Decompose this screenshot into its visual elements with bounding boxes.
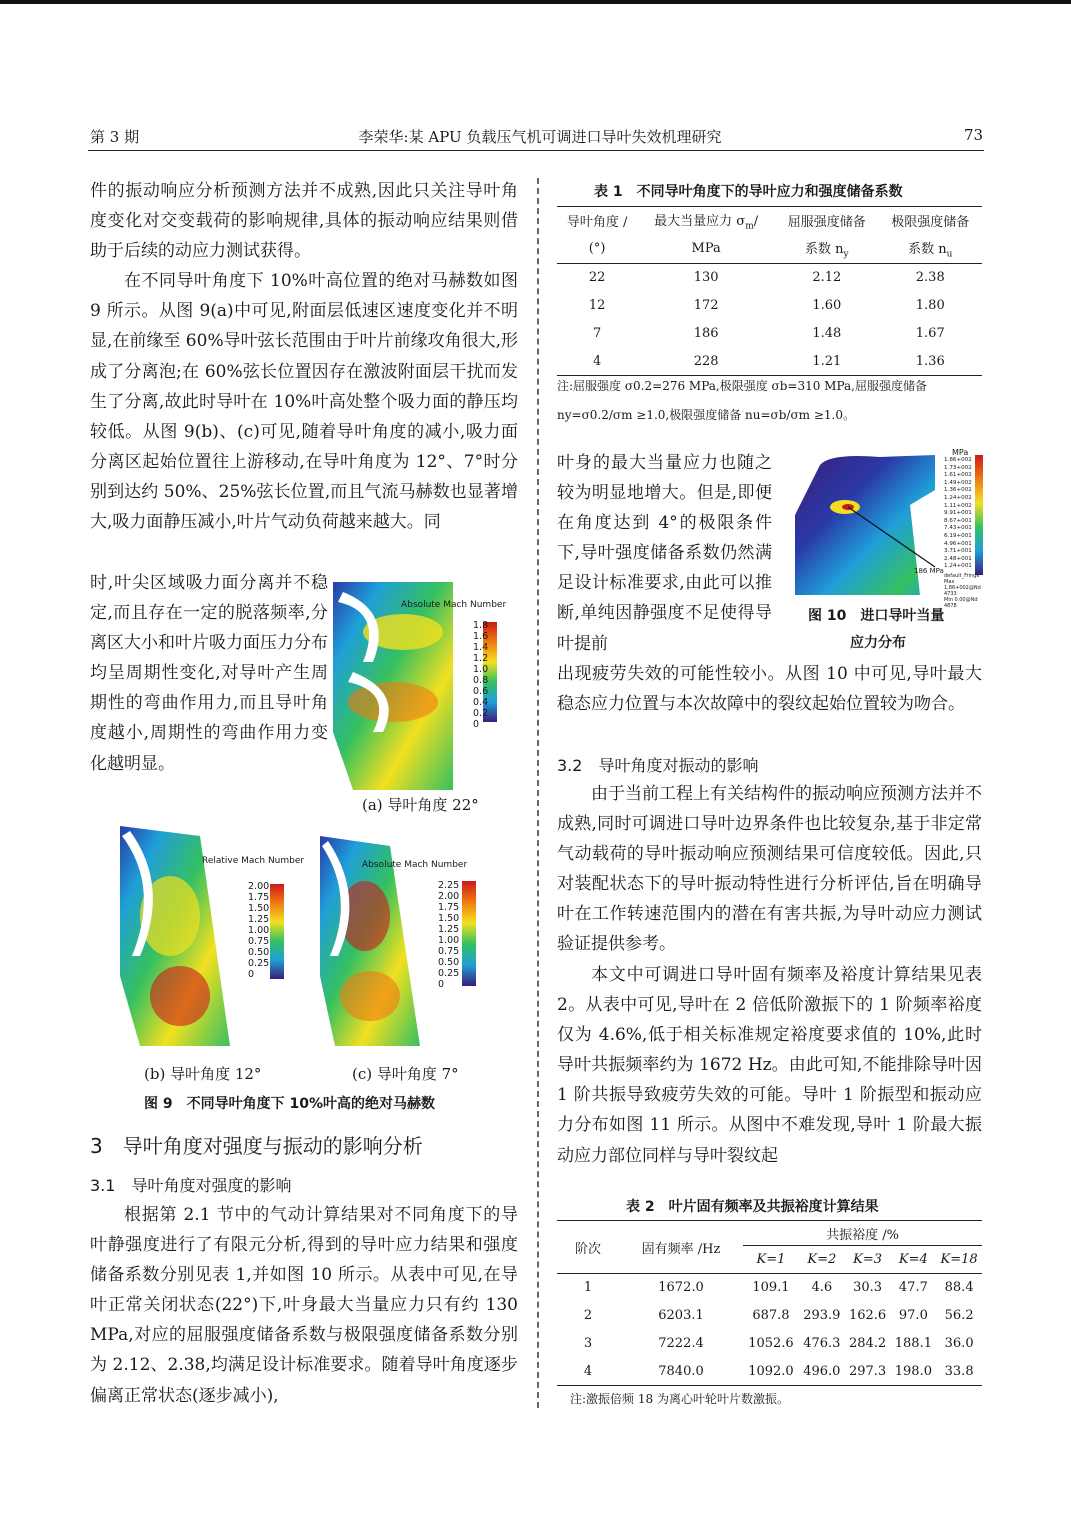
table-1-caption: 表 1 不同导叶角度下的导叶应力和强度储备系数 <box>594 184 903 200</box>
table-header-cell: (°) <box>588 241 606 257</box>
table-cell: 130 <box>693 270 719 286</box>
legend-unit: MPa <box>952 448 969 457</box>
section-heading: 3 导叶角度对强度与振动的影响分析 <box>90 1134 423 1158</box>
legend-tick: 1.24+001 <box>944 563 972 570</box>
table-cell: 1092.0 <box>748 1363 794 1379</box>
table-cell: 228 <box>693 353 719 369</box>
paragraph: 由于当前工程上有关结构件的振动响应预测方法并不成熟,同时可调进口导叶边界条件也比较复杂,基于非定常气动载荷的导叶振动响应预测结果可信度较低。因此,只对装配状态下的导叶振动特性进行分析评估,旨在明确导叶在工作转速范围内的潜在有害共振,为导叶动应力测试验证提供参考。 <box>557 784 982 955</box>
table-cell: 36.0 <box>944 1336 974 1351</box>
legend-tick: 3.71+001 <box>944 548 972 555</box>
legend-tick: 1.8 <box>473 620 489 631</box>
legend-tick: 2.48+001 <box>944 555 972 562</box>
legend-tick: 9.91+001 <box>944 510 972 517</box>
legend-tick: 1.49+002 <box>944 479 972 486</box>
table-cell: 7 <box>592 326 602 341</box>
table-header-cell: 屈服强度储备 <box>787 215 866 231</box>
legend-title: Absolute Mach Number <box>401 600 507 610</box>
legend-tick: 0.75 <box>248 936 270 947</box>
legend-tick: 0.75 <box>438 946 460 957</box>
figure-10 <box>790 445 985 609</box>
table-cell: 297.3 <box>848 1363 887 1379</box>
table-header-cell: K=4 <box>898 1252 928 1267</box>
table-header-cell: K=1 <box>756 1252 786 1267</box>
legend-tick: 0 <box>473 719 480 730</box>
table-row <box>557 1358 982 1386</box>
legend-tick: 0.50 <box>248 947 270 958</box>
legend-tick: 6.19+001 <box>944 532 972 539</box>
legend-tick: 1.6 <box>473 631 489 642</box>
table-row <box>557 320 982 348</box>
table-row <box>557 1274 982 1302</box>
table-header-cell: 共振裕度 /% <box>743 1221 982 1246</box>
stress-callout: 186 MPa <box>914 567 944 575</box>
legend-tick: 2.25 <box>438 880 460 891</box>
legend-tick: 8.67+001 <box>944 517 972 524</box>
table-1-note-1: 注:屈服强度 σ0.2=276 MPa,极限强度 σb=310 MPa,屈服强度储备 <box>557 379 927 393</box>
table-header-cell: K=2 <box>807 1252 837 1267</box>
table-cell: 2 <box>583 1308 593 1323</box>
legend-title: Absolute Mach Number <box>362 860 468 870</box>
legend-tick: 1.50 <box>438 913 460 924</box>
table-cell: 47.7 <box>898 1280 928 1296</box>
table-cell: 109.1 <box>752 1280 790 1296</box>
legend-tick: 1.11+002 <box>944 502 972 509</box>
table-cell: 56.2 <box>944 1308 974 1323</box>
table-cell: 198.0 <box>894 1363 932 1379</box>
subsection-heading: 3.2 导叶角度对振动的影响 <box>557 756 759 775</box>
table-cell: 284.2 <box>848 1336 887 1351</box>
table-cell: 186 <box>693 326 719 341</box>
table-cell: 12 <box>588 298 606 313</box>
legend-tick: 1.00 <box>438 935 460 946</box>
legend-tick: 2.00 <box>248 881 270 892</box>
table-1-note-2: ny=σ0.2/σm ≥1.0,极限强度储备 nu=σb/σm ≥1.0。 <box>557 408 855 422</box>
top-border <box>0 0 1071 4</box>
paragraph: 在不同导叶角度下 10%叶高位置的绝对马赫数如图 9 所示。从图 9(a)中可见,附面层低速区速度变化并不明显,在前缘至 60%导叶弦长范围由于叶片前缘攻角很大,形成了分离泡;在 60%弦长位置因存在激波附面层干扰而发生了分离,故此时导叶在 10%叶高处整个吸力面的静压均较低。从图 9(b)、(c)可见,随着导叶角度的减小,吸力面分离区起始位置往上游移动,在导叶角度为 12°、7°时分别到达约 50%、25%弦长位置,而且气流马赫数也显著增大,吸力面静压减小,叶片气动负荷越来越大。同 <box>90 271 518 533</box>
table-cell: 1.67 <box>915 326 945 341</box>
paragraph-wrap: 叶身的最大当量应力也随之较为明显地增大。但是,即便在角度达到 4°的极限条件下,导叶强度储备系数仍然满足设计标准要求,由此可以推断,单纯因静强度不足使得导叶提前 <box>557 453 772 654</box>
table-cell: 687.8 <box>752 1308 790 1323</box>
legend-tick: 1.2 <box>473 653 489 664</box>
legend-tick: 1.4 <box>473 642 489 653</box>
paragraph: 本文中可调进口导叶固有频率及裕度计算结果见表 2。从表中可见,导叶在 2 倍低阶激振下的 1 阶频率裕度仅为 4.6%,低于相关标准规定裕度要求值的 10%,此时导叶共振频率约为 1672 Hz。由此可知,不能排除导叶因 1 阶共振导致疲劳失效的可能。导叶 1 阶振型和振动应力分布如图 11 所示。从图中不难发现,导叶 1 阶最大振动应力部位同样与导叶裂纹起 <box>557 965 982 1166</box>
legend-tick: 1.36+002 <box>944 487 972 494</box>
column-separator <box>537 178 539 1408</box>
table-cell: 97.0 <box>898 1308 928 1323</box>
table-header-cell: 导叶角度 / <box>566 215 628 231</box>
figure-9b <box>120 826 305 1046</box>
table-2-caption: 表 2 叶片固有频率及共振裕度计算结果 <box>626 1199 879 1215</box>
table-header-cell: 极限强度储备 <box>891 215 970 231</box>
table-cell: 3 <box>583 1336 593 1351</box>
legend-tick: 0.2 <box>473 708 489 719</box>
legend-tick: 7.43+001 <box>944 525 972 532</box>
table-row <box>557 1330 982 1358</box>
table-cell: 30.3 <box>853 1280 883 1296</box>
table-cell: 188.1 <box>894 1336 932 1351</box>
table-cell: 162.6 <box>848 1308 887 1323</box>
legend-ticks <box>438 880 459 990</box>
figure-9c-caption: (c) 导叶角度 7° <box>352 1065 459 1083</box>
issue-number: 第 3 期 <box>90 128 140 146</box>
legend-tick: 0.25 <box>438 968 460 979</box>
legend-tick: 1.24+002 <box>944 494 972 501</box>
legend-tick: 1.50 <box>248 903 270 914</box>
figure-10-caption-2: 应力分布 <box>850 635 906 651</box>
table-cell: 7840.0 <box>658 1363 704 1379</box>
table-cell: 2.38 <box>915 270 945 286</box>
paragraph: 件的振动响应分析预测方法并不成熟,因此只关注导叶角度变化对交变载荷的影响规律,具体的振动响应结果则借助于后续的动应力测试获得。 <box>90 181 518 262</box>
legend-tick: 0.8 <box>473 675 489 686</box>
table-cell: 7222.4 <box>658 1336 704 1351</box>
table-header-cell: 固有频率 /Hz <box>619 1221 743 1274</box>
running-title: 李荣华:某 APU 负载压气机可调进口导叶失效机理研究 <box>358 128 722 146</box>
legend-tick: 1.73+002 <box>944 464 972 471</box>
left-column <box>90 176 518 537</box>
legend-tick: 0.50 <box>438 957 460 968</box>
table-row <box>557 292 982 320</box>
legend-tick: 4.96+001 <box>944 540 972 547</box>
legend-ticks <box>473 620 488 730</box>
table-cell: 1672.0 <box>658 1280 704 1296</box>
legend-tick: 0.25 <box>248 958 270 969</box>
table-cell: 4 <box>583 1363 593 1379</box>
subsection-heading: 3.1 导叶角度对强度的影响 <box>90 1176 292 1195</box>
figure-9b-caption: (b) 导叶角度 12° <box>144 1065 262 1083</box>
table-cell: 33.8 <box>944 1363 974 1379</box>
table-header-cell: K=3 <box>853 1252 883 1267</box>
paragraph-wrap: 时,叶尖区域吸力面分离并不稳定,而且存在一定的脱落频率,分离区大小和叶片吸力面压力分布均呈周期性变化,对导叶产生周期性的弯曲作用力,而且导叶角度越小,周期性的弯曲作用力变化越明显。 <box>90 573 328 774</box>
table-row <box>557 348 982 376</box>
figure-9a <box>333 582 518 790</box>
table-cell: 1 <box>583 1280 593 1296</box>
table-cell: 4.6 <box>811 1280 833 1296</box>
legend-tick: 0.6 <box>473 686 489 697</box>
legend-tick: 1.00 <box>248 925 270 936</box>
legend-ticks <box>248 881 269 980</box>
table-cell: 2.12 <box>812 270 842 286</box>
legend-tick: 1.0 <box>473 664 489 675</box>
table-cell: 476.3 <box>803 1336 841 1351</box>
table-header-cell: 系数 $n_u$ <box>908 241 953 260</box>
table-cell: 88.4 <box>944 1280 974 1296</box>
legend-tick: 0.4 <box>473 697 489 708</box>
figure-9-caption: 图 9 不同导叶角度下 10%叶高的绝对马赫数 <box>144 1096 435 1112</box>
table-cell: 22 <box>588 270 606 286</box>
table-cell: 1.36 <box>915 353 945 369</box>
legend-tick: 0 <box>438 979 445 990</box>
paragraph: 出现疲劳失效的可能性较小。从图 10 中可见,导叶最大稳态应力位置与本次故障中的裂纹起始位置较为吻合。 <box>557 664 982 715</box>
table-cell: 172 <box>693 298 719 313</box>
fringe-info: default_Fringe Max 1.86+002@Nd 4733 Min 0.00@Nd 4878 <box>944 573 981 609</box>
table-cell: 1.60 <box>812 298 842 313</box>
legend-tick: 1.25 <box>438 924 460 935</box>
page-number: 73 <box>964 126 984 144</box>
legend-tick: 1.61+002 <box>944 472 972 479</box>
table-row <box>557 1302 982 1330</box>
table-cell: 4 <box>592 353 602 369</box>
table-2-note: 注:激振倍频 18 为离心叶轮叶片数激振。 <box>570 1392 789 1406</box>
table-2 <box>557 1220 982 1386</box>
table-cell: 1.48 <box>812 326 842 341</box>
table-cell: 6203.1 <box>658 1308 704 1323</box>
legend-tick: 1.86+002 <box>944 457 972 463</box>
table-cell: 496.0 <box>803 1363 841 1379</box>
legend-tick: 0 <box>248 969 255 980</box>
paragraph: 根据第 2.1 节中的气动计算结果对不同角度下的导叶静强度进行了有限元分析,得到的导叶应力结果和强度储备系数分别见表 1,并如图 10 所示。从表中可见,在导叶正常关闭状态(22°)下,叶身最大当量应力只有约 130 MPa,对应的屈服强度储备系数与极限强度储备系数分别为 2.12、2.38,均满足设计标准要求。随着导叶角度逐步偏离正常状态(逐步减小), <box>90 1205 518 1406</box>
table-header-cell: MPa <box>691 241 721 257</box>
table-header-cell: 系数 $n_y$ <box>804 241 849 260</box>
table-header-cell: 最大当量应力 $\sigma_m/$ <box>654 213 759 232</box>
legend-tick: 1.75 <box>248 892 270 903</box>
legend-title: Relative Mach Number <box>202 856 305 866</box>
table-cell: 293.9 <box>803 1308 841 1323</box>
legend-tick: 1.75 <box>438 902 460 913</box>
legend-tick: 1.25 <box>248 914 270 925</box>
figure-10-caption: 图 10 进口导叶当量 <box>808 608 945 624</box>
table-header-cell: 阶次 <box>557 1221 619 1274</box>
legend-tick: 2.00 <box>438 891 460 902</box>
table-cell: 1.21 <box>812 353 842 369</box>
figure-9c <box>320 836 500 1046</box>
figure-9a-caption: (a) 导叶角度 22° <box>362 796 479 814</box>
table-cell: 1052.6 <box>748 1336 794 1351</box>
header-rule <box>88 150 984 151</box>
legend-ticks <box>944 457 972 571</box>
table-cell: 1.80 <box>915 298 945 313</box>
table-header-cell: K=18 <box>940 1252 978 1267</box>
table-1 <box>557 206 982 376</box>
table-row <box>557 264 982 292</box>
